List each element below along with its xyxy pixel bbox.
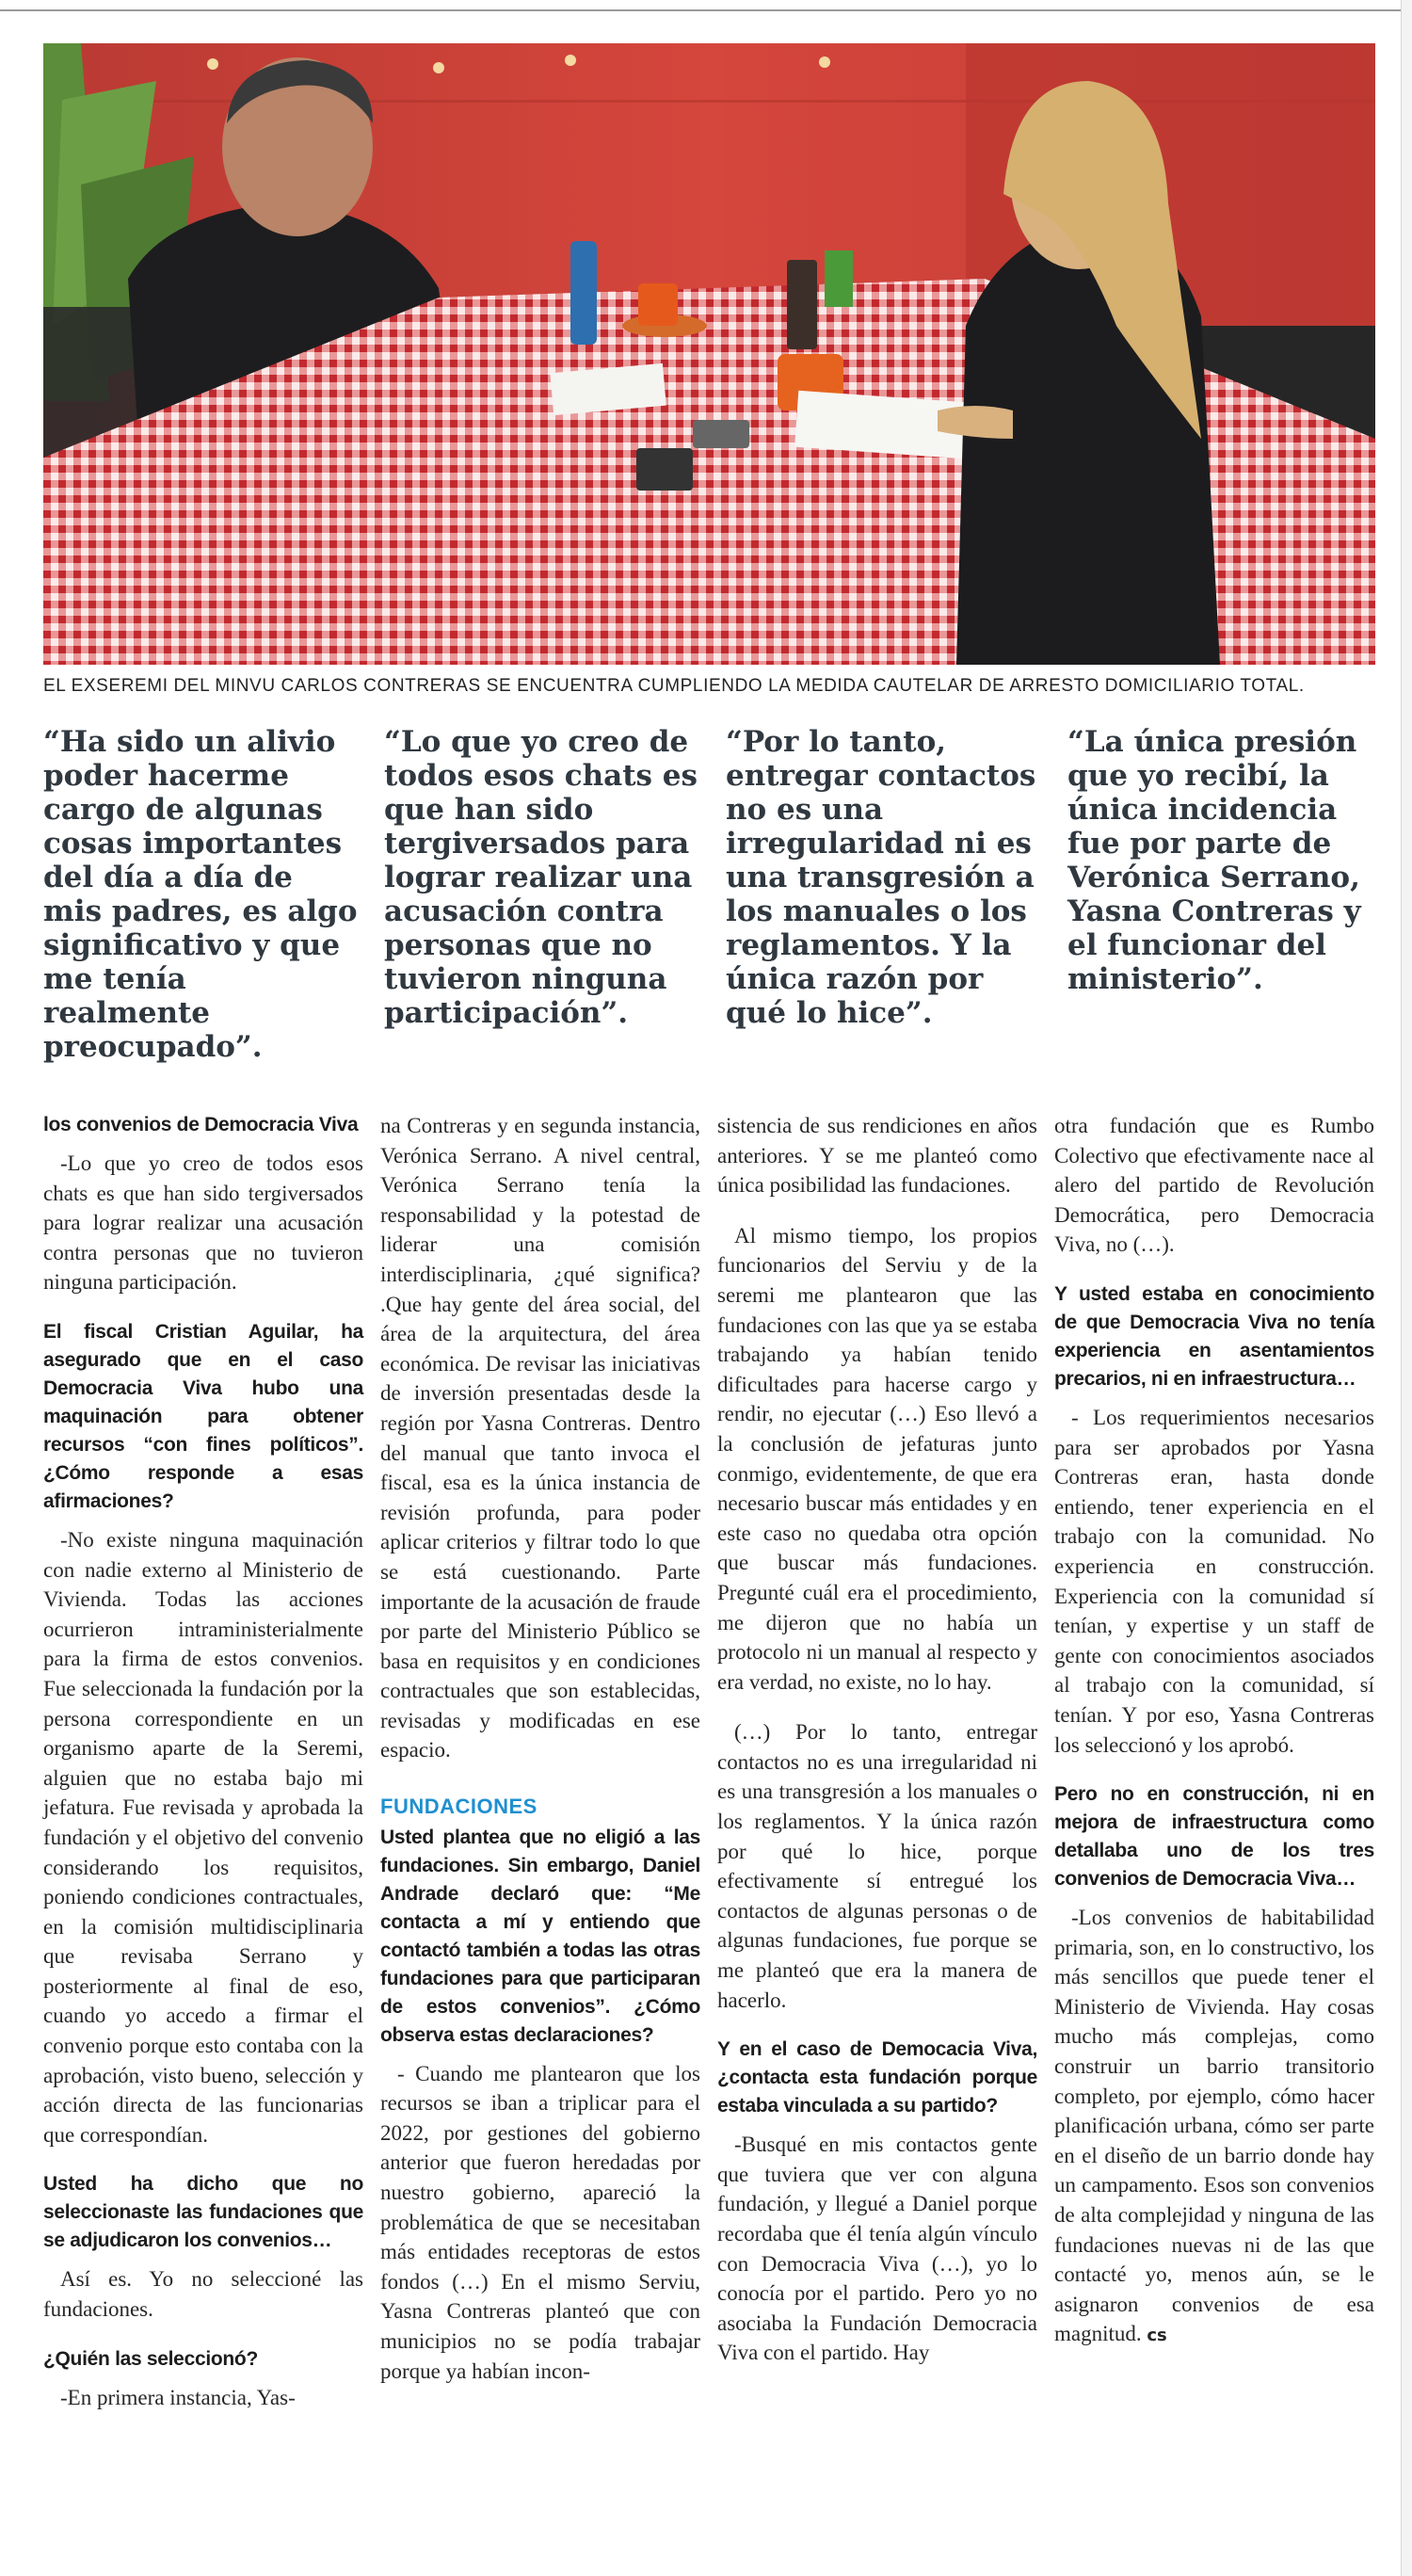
pull-quote-4: “La única presión que yo recibí, la única incidencia fue por parte de Verónica Serrano, Yasna Contreras y el funcionar del ministerio”. <box>1067 725 1361 996</box>
answer-paragraph: - Cuando me plantearon que los recursos se iban a triplicar para el 2022, por gestiones del gobierno anterior que fueron heredadas por nuestro gobierno, apareció la problemática de que se necesitaban más entidades receptoras de estos fondos (…) En el mismo Serviu, Yasna Contreras planteó que con municipios no se podía trabajar porque ya habían incon- <box>380 2061 700 2383</box>
interview-photo <box>43 43 1375 665</box>
pull-quote-3: “Por lo tanto, entregar contactos no es una irregularidad ni es una transgresión a los manuales o los reglamentos. Y la única razón por qué lo hice”. <box>726 725 1036 1030</box>
article-column-3 <box>717 1111 1037 2389</box>
paragraph-continuation: los convenios de Democracia Viva <box>43 1114 359 1135</box>
top-rule <box>0 9 1412 11</box>
answer-paragraph: Al mismo tiempo, los propios funcionarios del Serviu y de la seremi me plantearon que las fundaciones con las que ya se estaba trabajando ya habían tenido dificultades para hacerse cargo y rendir, no ejecutar (…) Eso llevó a la conclusión de jefaturas junto conmigo, evidentemente, de que era necesario buscar más entidades y en este caso no quedaba otra opción que buscar más fundaciones. Pregunté cuál era el procedimiento, me dijeron que no había un protocolo ni un manual al respecto y era verdad, no existe, no lo hay. <box>717 1223 1037 1694</box>
interview-question: Usted plantea que no eligió a las fundaciones. Sin embargo, Daniel Andrade declaró que: “Me contacta a mí y entiendo que contactó también a todas las otras fundaciones para que participaran de estos convenios”. ¿Cómo observa estas declaraciones? <box>380 1826 700 2046</box>
pull-quotes <box>43 725 1375 1064</box>
answer-paragraph: sistencia de sus rendiciones en años anteriores. Y se me planteó como única posibilidad las fundaciones. <box>717 1114 1037 1198</box>
interview-question: Y en el caso de Democacia Viva, ¿contacta esta fundación porque estaba vinculada a su partido? <box>717 2038 1037 2117</box>
interview-question: ¿Quién las seleccionó? <box>43 2347 258 2370</box>
answer-paragraph: -Lo que yo creo de todos esos chats es que han sido tergiversados para lograr realizar una acusación contra personas que no tuvieron ninguna participación. <box>43 1151 363 1295</box>
page-edge-strip <box>1401 0 1412 2576</box>
photo-caption: EL EXSEREMI DEL MINVU CARLOS CONTRERAS SE ENCUENTRA CUMPLIENDO LA MEDIDA CAUTELAR DE ARRESTO DOMICILIARIO TOTAL. <box>43 676 1305 696</box>
article-column-4 <box>1054 1111 1374 2372</box>
interview-question: El fiscal Cristian Aguilar, ha asegurado que en el caso Democracia Viva hubo una maquinación para obtener recursos “con fines políticos”. ¿Cómo responde a esas afirmaciones? <box>43 1320 363 1512</box>
article-body <box>43 1111 1375 2561</box>
answer-paragraph <box>1054 1903 1374 2351</box>
answer-paragraph: Así es. Yo no seleccioné las fundaciones. <box>43 2267 363 2322</box>
article-column-1 <box>43 1111 363 2433</box>
answer-paragraph: -Busqué en mis contactos gente que tuviera que ver con alguna fundación, y llegué a Daniel porque recordaba que él tenía algún vínculo con Democracia Viva (…), yo lo conocía por el partido. Pero yo no asociaba la Fundación Democracia Viva con el partido. Hay <box>717 2133 1037 2365</box>
end-mark-icon: cs <box>1147 2326 1167 2346</box>
answer-paragraph: -No existe ninguna maquinación con nadie externo al Ministerio de Vivienda. Todas las acciones ocurrieron intraministerialmente para la firma de estos convenios. Fue seleccionada la fundación por la persona correspondiente en un organismo aparte de la Seremi, alguien que no estaba bajo mi jefatura. Fue revisada y aprobada la fundación y el objetivo del convenio considerando los requisitos, poniendo condiciones contractuales, en la comisión multidisciplinaria que revisaba Serrano y posteriormente al final de eso, cuando yo accedo a firmar el convenio porque esto contaba con la aprobación, visto bueno, selección y acción directa de las funcionarias que correspondían. <box>43 1527 363 2147</box>
answer-paragraph: - Los requerimientos necesarios para ser aprobados por Yasna Contreras eran, hasta donde entiendo, tener experiencia en el trabajo con la comunidad. No experiencia en construcción. Experiencia con la comunidad sí tenían, y expertise y un staff de gente con conocimientos asociados al trabajo con la comunidad, sí tenían. Y por eso, Yasna Contreras los seleccionó y los aprobó. <box>1054 1405 1374 1757</box>
answer-paragraph: (…) Por lo tanto, entregar contactos no es una irregularidad ni es una transgresión a los manuales o los reglamentos. Y la única razón por qué lo hice, porque efectivamente sí entregué los contactos de algunas personas o de algunas fundaciones, fue porque se me planteó que era la manera de hacerlo. <box>717 1720 1037 2012</box>
interview-question: Pero no en construcción, ni en mejora de infraestructura como detallaba uno de los tres convenios de Democracia Viva… <box>1054 1783 1374 1891</box>
pull-quote-2: “Lo que yo creo de todos esos chats es que han sido tergiversados para lograr realizar una acusación contra personas que no tuvieron ninguna participación”. <box>384 725 698 1030</box>
answer-paragraph: -En primera instancia, Yas- <box>60 2385 296 2409</box>
interview-question: Usted ha dicho que no seleccionaste las fundaciones que se adjudicaron los convenios… <box>43 2173 363 2252</box>
pull-quote-1: “Ha sido un alivio poder hacerme cargo de algunas cosas importantes del día a día de mis padres, es algo significativo y que me tenía realmente preocupado”. <box>43 725 358 1064</box>
answer-paragraph: na Contreras y en segunda instancia, Verónica Serrano. A nivel central, Verónica Serrano tenía la responsabilidad y la potestad de liderar una comisión interdisciplinaria, ¿qué significa? .Que hay gente del área social, del área de la arquitectura, del área económica. De revisar las iniciativas de inversión presentadas desde la región por Yasna Contreras. Dentro del manual que tanto invoca el fiscal, esa es la única instancia de revisión profunda, para poder aplicar criterios y filtrar todo lo que se está cuestionando. Parte importante de la acusación de fraude por parte del Ministerio Público se basa en requisitos y en condiciones contractuales que son establecidas, revisadas y modificadas en ese espacio. <box>380 1114 700 1763</box>
article-column-2 <box>380 1111 700 2407</box>
final-answer-text: -Los convenios de habitabilidad primaria, son, en lo constructivo, los más sencillos que puede tener el Ministerio de Vivienda. Hay cosas mucho más complejas, como construir un barrio transitorio completo, por ejemplo, cómo hacer planificación urbana, cómo ser parte en el diseño de un barrio donde hay un campamento. Esos son convenios de alta complejidad y ninguna de las fundaciones nuevas ni de las que contacté yo, menos aún, se le asignaron convenios de esa magnitud. <box>1054 1906 1374 2346</box>
section-heading: FUNDACIONES <box>380 1795 538 1819</box>
interview-question: Y usted estaba en conocimiento de que Democracia Viva no tenía experiencia en asentamientos precarios, ni en infraestructura… <box>1054 1282 1374 1390</box>
answer-paragraph: otra fundación que es Rumbo Colectivo que efectivamente nace al alero del partido de Revolución Democrática, pero Democracia Viva, no (…). <box>1054 1114 1374 1257</box>
